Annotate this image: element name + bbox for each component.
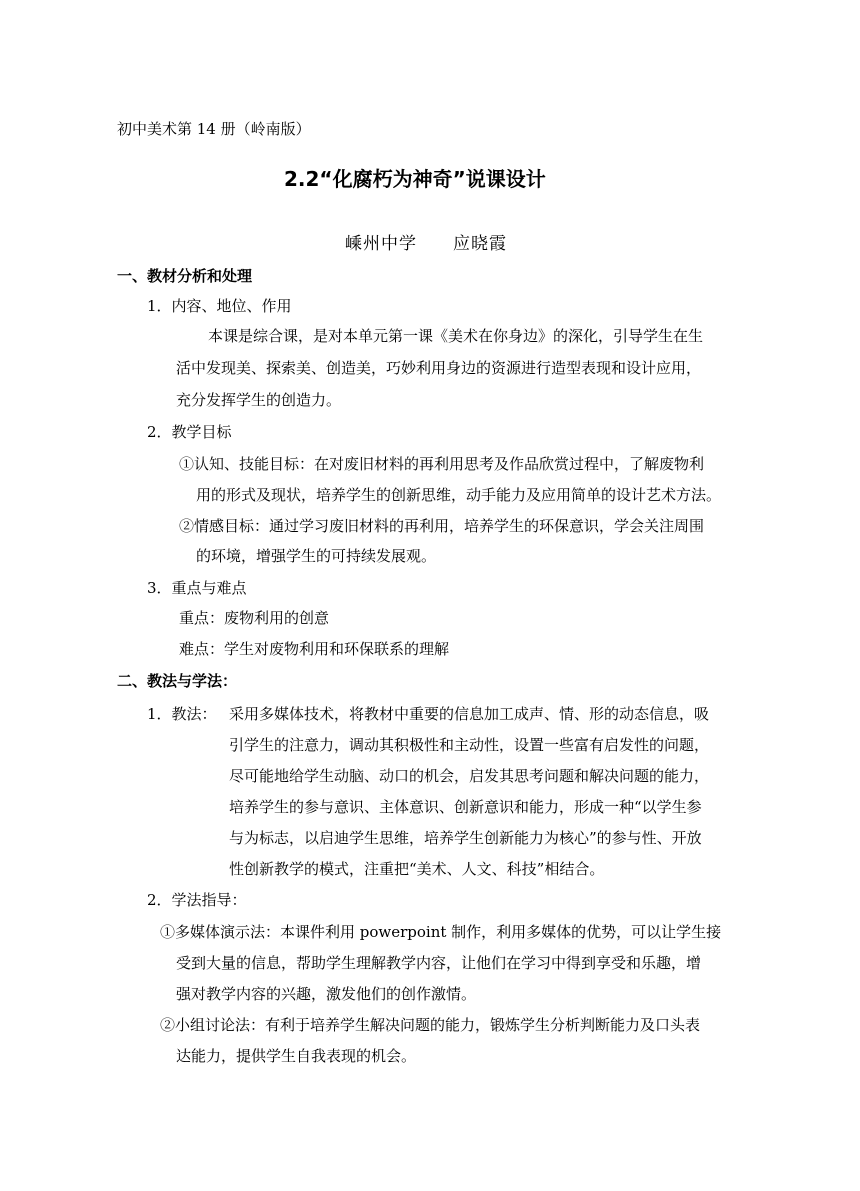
author-name: 应晓霞: [453, 234, 507, 254]
doc-header: 初中美术第 14 册（岭南版）: [117, 120, 311, 138]
section2-item1-label: 1．教法：: [147, 705, 217, 723]
paragraph-line: 引学生的注意力，调动其积极性和主动性，设置一些富有启发性的问题，: [229, 736, 710, 754]
paragraph-line: 达能力，提供学生自我表现的机会。: [176, 1047, 417, 1065]
section1-item1-title: 1．内容、地位、作用: [147, 297, 292, 315]
section2-item2-title: 2．学法指导：: [147, 891, 247, 909]
paragraph-line: 性创新教学的模式，注重把“美术、人文、科技”相结合。: [229, 860, 605, 878]
paragraph-line: ①多媒体演示法：本课件利用 powerpoint 制作，利用多媒体的优势，可以让学生接: [160, 923, 722, 941]
section-heading-1: 一、教材分析和处理: [117, 267, 253, 285]
paragraph-line: 充分发挥学生的创造力。: [176, 391, 342, 409]
paragraph-line: 强对教学内容的兴趣，激发他们的创作激情。: [176, 985, 477, 1003]
paragraph-line: 活中发现美、探索美、创造美，巧妙利用身边的资源进行造型表现和设计应用，: [176, 359, 702, 377]
paragraph-line: 受到大量的信息，帮助学生理解教学内容，让他们在学习中得到享受和乐趣，增: [176, 954, 702, 972]
paragraph-line: ②情感目标：通过学习废旧材料的再利用，培养学生的环保意识，学会关注周围: [179, 517, 705, 535]
section1-item2-title: 2．教学目标: [147, 423, 232, 441]
author-school: 嵊州中学: [345, 234, 417, 254]
paragraph-line: ①认知、技能目标：在对废旧材料的再利用思考及作品欣赏过程中，了解废物利: [179, 455, 705, 473]
paragraph-line: 培养学生的参与意识、主体意识、创新意识和能力，形成一种“以学生参: [229, 798, 702, 816]
section1-item3-title: 3．重点与难点: [147, 579, 247, 597]
paragraph-line: 的环境，增强学生的可持续发展观。: [196, 547, 437, 565]
doc-title: 2.2“化腐朽为神奇”说课设计: [284, 167, 546, 191]
section-heading-2: 二、教法与学法：: [117, 672, 238, 690]
author-line: [345, 233, 507, 255]
paragraph-line: 用的形式及现状，培养学生的创新思维，动手能力及应用简单的设计艺术方法。: [196, 486, 722, 504]
paragraph-line: 采用多媒体技术，将教材中重要的信息加工成声、情、形的动态信息，吸: [229, 705, 710, 723]
paragraph-line: 本课是综合课，是对本单元第一课《美术在你身边》的深化，引导学生在生: [208, 327, 704, 345]
paragraph-line: 重点：废物利用的创意: [179, 609, 330, 627]
paragraph-line: 难点：学生对废物利用和环保联系的理解: [179, 640, 450, 658]
paragraph-line: ②小组讨论法：有利于培养学生解决问题的能力，锻炼学生分析判断能力及口头表: [160, 1016, 701, 1034]
paragraph-line: 与为标志，以启迪学生思维，培养学生创新能力为核心”的参与性、开放: [229, 829, 702, 847]
paragraph-line: 尽可能地给学生动脑、动口的机会，启发其思考问题和解决问题的能力，: [229, 767, 710, 785]
